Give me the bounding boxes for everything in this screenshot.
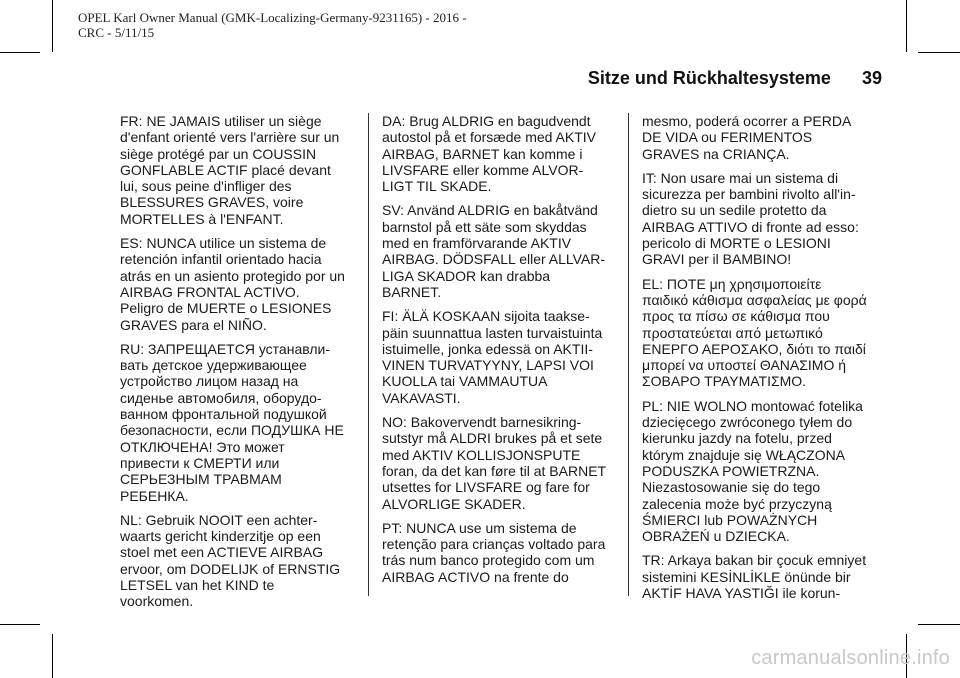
crop-mark <box>918 624 960 625</box>
warning-paragraph-pl: PL: NIE WOLNO montować fotelika dziecięcego zwróconego tyłem do kierunku jazdy na fotelu, przed którym znajduje się WŁĄCZONA PODUSZKA POWIETRZNA. Niezastosowanie się do tego zalecenia może być przyczyną ŚMIERCI lub POWAŻNYCH OBRAŻEŃ u DZIECKA. <box>642 397 863 545</box>
text-column-1 <box>120 113 356 618</box>
warning-paragraph-nl: NL: Gebruik NOOIT een achter- waarts gericht kinderzitje op een stoel met een ACTIEVE AIRBAG ervoor, om DODELIJK of ERNSTIG LETSEL van het KIND te voorkomen. <box>120 511 341 610</box>
text-column-3 <box>642 113 878 609</box>
warning-paragraph-es: ES: NUNCA utilice un sistema de retención infantil orientado hacia atrás en un asiento protegido por un AIRBAG FRONTAL ACTIVO. Peligro de MUERTE o LESIONES GRAVES para el NIÑO. <box>120 235 345 333</box>
section-title: Sitze und Rückhaltesysteme <box>587 68 831 88</box>
column-divider <box>368 113 369 596</box>
warning-paragraph-fi: FI: ÄLÄ KOSKAAN sijoita taakse- päin suunnattua lasten turvaistuinta istuimelle, jonka edessä on AKTII- VINEN TURVATYYNY, LAPSI VOI KUOLLA tai VAMMAUTUA VAKAVASTI. <box>382 308 603 406</box>
crop-mark <box>0 52 40 53</box>
warning-paragraph-sv: SV: Använd ALDRIG en bakåtvänd barnstol på ett säte som skyddas med en framförvarande AKTIV AIRBAG. DÖDSFALL eller ALLVAR- LIGA SKADOR kan drabba BARNET. <box>382 202 606 300</box>
warning-paragraph-no: NO: Bakovervendt barnesikring- sutstyr må ALDRI brukes på et sete med AKTIV KOLLISJONSPUTE foran, da det kan føre til at BARNET utsettes for LIVSFARE og fare for ALVORLIGE SKADER. <box>382 414 607 512</box>
manual-identifier-line-2: CRC - 5/11/15 <box>78 25 155 40</box>
warning-paragraph-pt: PT: NUNCA use um sistema de retenção para crianças voltado para trás num banco protegido com um AIRBAG ACTIVO na frente do <box>382 519 606 585</box>
crop-mark <box>918 52 960 53</box>
watermark: carmanualsonline.info <box>751 647 950 669</box>
warning-paragraph-ru: RU: ЗАПРЕЩАЕТСЯ устанавли- вать детское удерживающее устройство лицом назад на сиденье автомобиля, оборудо- ванном фронтальной подушкой безопасности, если ПОДУШКА НЕ ОТКЛЮЧЕНА! Это может привести к СМЕРТИ или СЕРЬЕЗНЫМ ТРАВМАМ РЕБЕНКА. <box>120 340 344 504</box>
crop-mark <box>906 0 907 52</box>
crop-mark <box>52 634 53 678</box>
text-column-2 <box>382 113 618 593</box>
warning-paragraph-el: EL: ΠΟΤΕ μη χρησιμοποιείτε παιδικό κάθισμα ασφαλείας με φορά προς τα πίσω σε κάθισμα που προστατεύεται από μετωπικό ΕΝΕΡΓΟ ΑΕΡΟΣΑΚΟ, διότι το παιδί μπορεί να υποστεί ΘΑΝΑΣΙΜΟ ή ΣΟΒΑΡΟ ΤΡΑΥΜΑΤΙΣΜΟ. <box>642 275 867 390</box>
page-number: 39 <box>861 68 882 88</box>
document-header <box>78 10 498 40</box>
column-divider <box>628 113 629 596</box>
crop-mark <box>0 624 40 625</box>
warning-paragraph-pt-continued: mesmo, poderá ocorrer a PERDA DE VIDA ou FERIMENTOS GRAVES na CRIANÇA. <box>642 113 852 162</box>
warning-paragraph-tr: TR: Arkaya bakan bir çocuk emniyet sistemini KESİNLİKLE önünde bir AKTİF HAVA YASTIĞI ile korun- <box>642 552 867 602</box>
warning-paragraph-fr: FR: NE JAMAIS utiliser un siège d'enfant orienté vers l'arrière sur un siège protégé par un COUSSIN GONFLABLE ACTIF placé devant lui, sous peine d'infliger des BLESSURES GRAVES, voire MORTELLES à l'ENFANT. <box>120 113 340 227</box>
manual-identifier-line-1: OPEL Karl Owner Manual (GMK-Localizing-Germany-9231165) - 2016 - <box>78 10 467 25</box>
crop-mark <box>52 0 53 52</box>
page-heading <box>588 68 882 89</box>
warning-paragraph-it: IT: Non usare mai un sistema di sicurezza per bambini rivolto all'in- dietro su un sedile protetto da AIRBAG ATTIVO di fronte ad esso: pericolo di MORTE o LESIONI GRAVI per il BAMBINO! <box>642 169 859 268</box>
warning-paragraph-da: DA: Brug ALDRIG en bagudvendt autostol på et forsæde med AKTIV AIRBAG, BARNET kan komme i LIVSFARE eller komme ALVOR- LIGT TIL SKADE. <box>382 113 597 195</box>
